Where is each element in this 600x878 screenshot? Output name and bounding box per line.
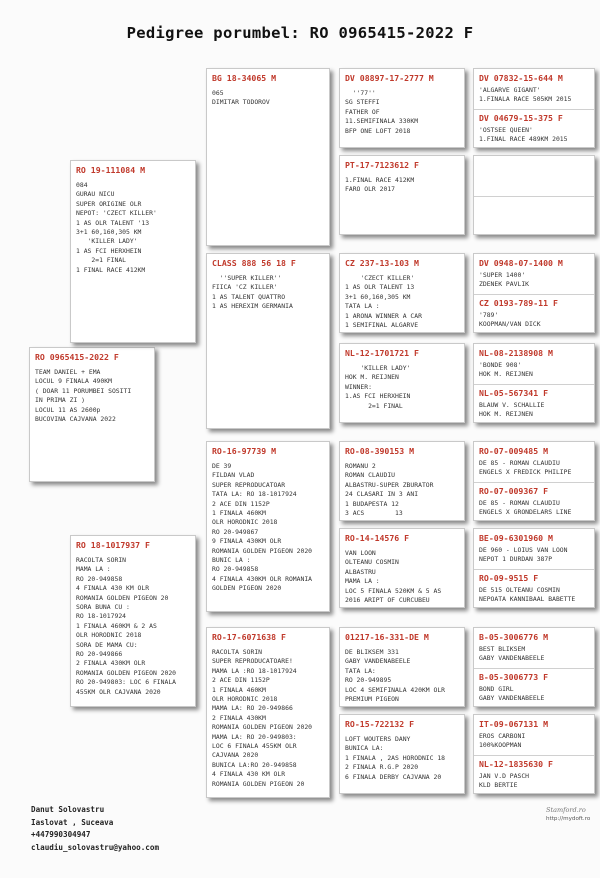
pedigree-line: '789' — [479, 311, 499, 319]
gg-grandsire — [479, 632, 589, 670]
pedigree-line: RO 20-949867 — [212, 527, 259, 536]
pedigree-line: WINNER: — [345, 382, 372, 391]
pedigree-line: RO 20-949858 — [76, 574, 123, 583]
divider — [474, 755, 594, 756]
pedigree-line: 065 — [212, 89, 224, 97]
pedigree-line: GOLDEN PIGEON 2020 — [212, 584, 282, 593]
pedigree-line: SG STEFFI — [345, 98, 380, 107]
gg-grandparents-card-4 — [473, 343, 595, 423]
dam-card — [70, 535, 196, 707]
gg-granddam — [479, 298, 590, 332]
pedigree-line: 3+1 60,160,305 KM — [345, 292, 411, 301]
pedigree-line: NEPOT: 'CZECT KILLER' — [76, 209, 157, 218]
pedigree-line: 1 AS HEREXIM GERMANIA — [212, 302, 293, 311]
great-grandparent-card-3 — [339, 253, 465, 333]
ring-number: RO 18-1017937 F — [76, 540, 150, 550]
pedigree-line: ENGELS X FREDICK PHILIPE — [479, 468, 572, 477]
ring-number: CZ 237-13-103 M — [345, 258, 419, 268]
breeder-location: Iaslovat , Suceava — [31, 817, 114, 827]
pedigree-line: ''77'' — [345, 89, 376, 97]
pedigree-line: MAMA LA :RO 18-1017924 — [212, 666, 297, 675]
ring-number: BG 18-34065 M — [212, 73, 277, 83]
pedigree-line: BUNIC LA : — [212, 556, 251, 565]
ring-number: RO-15-722132 F — [345, 719, 415, 729]
pedigree-line: RO 20-949858 — [212, 565, 259, 574]
ring-number: DV 04679-15-375 F — [479, 113, 563, 123]
gg-granddam — [479, 759, 590, 793]
pedigree-line: TATA LA: — [345, 666, 376, 675]
gg-grandsire — [479, 73, 589, 111]
pedigree-line: 2016 ARIPT OF CURCUBEU — [345, 596, 430, 605]
pedigree-line: LOCUL 9 FINALA 490KM — [35, 377, 112, 386]
pedigree-line: 1.AS FCI HERXHEIN — [345, 392, 411, 401]
pedigree-line: 2 ACE DIN 1152P — [212, 499, 270, 508]
pedigree-line: ROMANIA GOLDEN PIGEON 2020 — [212, 546, 313, 555]
ring-number: B-05-3006773 F — [479, 672, 549, 682]
ring-number: BE-09-6301960 M — [479, 533, 553, 543]
gg-grandparents-card-7 — [473, 627, 595, 707]
divider — [474, 482, 594, 483]
gg-granddam — [479, 388, 590, 422]
ring-number: NL-05-567341 F — [479, 388, 549, 398]
pedigree-line: 4 FINALA 430KM OLR ROMANIA — [212, 574, 313, 583]
pedigree-line: OLR HORODNIC 2018 — [76, 631, 142, 640]
pedigree-line: 1 AS OLR TALENT '13 — [76, 218, 150, 227]
great-grandparent-card-2 — [339, 155, 465, 235]
pedigree-line: 3+1 60,160,305 KM — [76, 228, 142, 237]
pedigree-line: BUCOVINA CAJVANA 2022 — [35, 415, 116, 424]
great-grandparent-card-1 — [339, 68, 465, 148]
pedigree-line: RACOLTA SORIN — [76, 556, 127, 564]
great-grandparent-card-8 — [339, 714, 465, 794]
pedigree-line: RO 20-949803: LOC 6 FINALA — [76, 678, 177, 687]
divider — [474, 196, 594, 197]
gg-grandsire — [479, 160, 589, 198]
pedigree-line: MAMA LA : — [345, 577, 380, 586]
pedigree-line: ROMAN CLAUDIU — [345, 471, 396, 480]
gg-granddam — [479, 113, 590, 147]
ring-number: DV 07832-15-644 M — [479, 73, 563, 83]
pedigree-line: ROMANU 2 — [345, 462, 376, 470]
great-grandparent-card-5 — [339, 441, 465, 521]
pedigree-line: OLR HORODNIC 2018 — [212, 518, 278, 527]
sire-card — [70, 160, 196, 343]
pedigree-line: 'KILLER LADY' — [345, 364, 411, 372]
ring-number: RO-08-390153 M — [345, 446, 415, 456]
breeder-contact — [31, 804, 159, 854]
ring-number: NL-12-1701721 F — [345, 348, 419, 358]
pedigree-line: MAMA LA : — [76, 565, 111, 574]
pedigree-line: HOK M. REIJNEN — [479, 370, 533, 379]
pedigree-line: BOND GIRL — [479, 685, 514, 693]
pedigree-line: BUNICA LA: — [345, 744, 384, 753]
pedigree-line: KLD BERTIE — [479, 781, 518, 790]
pedigree-line: 2=1 FINAL — [345, 401, 403, 410]
pedigree-line: 100%KOOPMAN — [479, 741, 522, 750]
pedigree-line: DE BLIKSEM 331 — [345, 648, 399, 656]
divider — [474, 109, 594, 110]
gg-grandsire — [479, 348, 589, 386]
ring-number: IT-09-067131 M — [479, 719, 549, 729]
pedigree-line: ROMANIA GOLDEN PIGEON 2020 — [76, 668, 177, 677]
pedigree-line: 1.FINAL RACE 412KM — [345, 176, 415, 184]
pedigree-line: DE 960 - LOIUS VAN LOON — [479, 546, 568, 554]
ring-number: RO 19-111084 M — [76, 165, 146, 175]
gg-granddam — [479, 672, 590, 706]
divider — [474, 569, 594, 570]
pedigree-line: RO 20-949895 — [345, 676, 392, 685]
pedigree-line: 1 AS OLR TALENT 13 — [345, 283, 415, 292]
ring-number: RO-07-009367 F — [479, 486, 549, 496]
pedigree-line: SUPER REPRODUCATOAR — [212, 480, 286, 489]
pedigree-line: 1 FINAL RACE 412KM — [76, 265, 146, 274]
gg-granddam — [479, 200, 590, 234]
granddam-1-card — [206, 253, 330, 429]
ring-number: NL-12-1835630 F — [479, 759, 553, 769]
pedigree-line: NEPOATA KANNIBAAL BABETTE — [479, 595, 576, 604]
pedigree-line: BEST BLIKSEM — [479, 645, 526, 653]
pedigree-line: 1 ARONA WINNER A CAR — [345, 311, 422, 320]
gg-grandparents-card-5 — [473, 441, 595, 521]
pedigree-line: 1 FINALA , 2AS HORODNIC 18 — [345, 753, 446, 762]
pedigree-line: GABY VANDENABEELE — [345, 657, 411, 666]
grandsire-1-card — [206, 68, 330, 246]
ring-number: RO-14-14576 F — [345, 533, 410, 543]
gg-grandsire — [479, 719, 589, 757]
pedigree-line: ALBASTRU — [345, 567, 376, 576]
gg-grandparents-card-6 — [473, 528, 595, 608]
pedigree-line: 1.FINALA RACE 505KM 2015 — [479, 95, 572, 104]
pedigree-line: DIMITAR TODOROV — [212, 98, 270, 107]
pedigree-line: ''SUPER KILLER'' — [212, 274, 282, 282]
pedigree-line: 4 FINALA 430 KM OLR — [76, 584, 150, 593]
ring-number: 01217-16-331-DE M — [345, 632, 429, 642]
gg-grandsire — [479, 258, 589, 296]
pedigree-line: 'KILLER LADY' — [76, 237, 138, 246]
pedigree-line: IN PRIMA ZI ) — [35, 396, 86, 405]
pedigree-line: RO 18-1017924 — [76, 612, 127, 621]
pedigree-line: DE 85 - ROMAN CLAUDIU — [479, 459, 560, 467]
pedigree-line: GURAU NICU — [76, 190, 115, 199]
pedigree-line: KOOPMAN/VAN DICK — [479, 320, 541, 329]
pedigree-line: ( DOAR 11 PORUMBEI SOSITI — [35, 386, 132, 395]
pedigree-line: 1 AS TALENT QUATTRO — [212, 292, 286, 301]
breeder-email[interactable]: claudiu_solovastru@yahoo.com — [31, 842, 160, 852]
pedigree-line: NEPOT 1 DURDAN 387P — [479, 555, 553, 564]
pedigree-line: 1.FINAL RACE 489KM 2015 — [479, 135, 568, 144]
ring-number: B-05-3006776 M — [479, 632, 549, 642]
pedigree-line: CAJVANA 2020 — [212, 751, 259, 760]
ring-number: DV 0948-07-1400 M — [479, 258, 563, 268]
pedigree-line: VAN LOON — [345, 549, 376, 557]
pedigree-line: FARO OLR 2017 — [345, 185, 396, 194]
pedigree-line: FIICA 'CZ KILLER' — [212, 283, 278, 292]
pedigree-line: FATHER OF — [345, 107, 380, 116]
pedigree-line: EROS CARBONI — [479, 732, 526, 740]
pedigree-line: LOC 4 SEMIFINALA 420KM OLR — [345, 685, 446, 694]
pedigree-line: TATA LA : — [345, 302, 380, 311]
pedigree-line: SUPER REPRODUCATOARE! — [212, 657, 293, 666]
divider — [474, 294, 594, 295]
pedigree-line: DE 515 OLTEANU COSMIN — [479, 586, 560, 594]
pedigree-line: 11.SEMIFINALA 330KM — [345, 117, 419, 126]
gg-grandparents-card-8 — [473, 714, 595, 794]
ring-number: RO-17-6071638 F — [212, 632, 286, 642]
pedigree-line: SUPER ORIGINE OLR — [76, 199, 142, 208]
pedigree-line: LOC 5 FINALA 520KM & 5 AS — [345, 586, 442, 595]
pedigree-line: GABY VANDENABEELE — [479, 654, 545, 663]
pedigree-line: HOK M. REIJNEN — [479, 410, 533, 419]
ring-number: RO-09-9515 F — [479, 573, 539, 583]
pedigree-line: 1 AS FCI HERXHEIN — [76, 246, 142, 255]
pedigree-line: 'BONDE 908' — [479, 361, 522, 369]
pedigree-line: 'SUPER 1400' — [479, 271, 526, 279]
site-url[interactable]: http://mydoft.ro — [546, 816, 591, 822]
ring-number: CLASS 888 56 18 F — [212, 258, 296, 268]
pedigree-line: 2 FINALA 430KM OLR — [76, 659, 146, 668]
ring-number: RO-07-009485 M — [479, 446, 549, 456]
pedigree-line: GABY VANDENABEELE — [479, 694, 545, 703]
pedigree-line: ALBASTRU-SUPER ZBURATOR — [345, 480, 434, 489]
great-grandparent-card-7 — [339, 627, 465, 707]
breeder-name: Danut Solovastru — [31, 805, 105, 814]
pedigree-line: BFP ONE LOFT 2018 — [345, 126, 411, 135]
pedigree-line: LOCUL 11 AS 2600p — [35, 405, 101, 414]
pedigree-line: ROMANIA GOLDEN PIGEON 20 — [212, 779, 305, 788]
ring-number: DV 08897-17-2777 M — [345, 73, 434, 83]
ring-number: NL-08-2138908 M — [479, 348, 553, 358]
pedigree-line: 2 FINALA R.G.P 2020 — [345, 763, 419, 772]
pedigree-line: 1 FINALA 460KM — [212, 685, 266, 694]
main-pigeon-card — [29, 347, 155, 482]
gg-grandparents-card-1 — [473, 68, 595, 148]
pedigree-line: JAN V.D PASCH — [479, 772, 530, 780]
pedigree-line: 084 — [76, 181, 88, 189]
pedigree-line: ZDENEK PAVLIK — [479, 280, 530, 289]
pedigree-line: RACOLTA SORIN — [212, 648, 263, 656]
pedigree-line: OLR HORODNIC 2018 — [212, 695, 278, 704]
ring-number: CZ 0193-789-11 F — [479, 298, 558, 308]
pedigree-line: 9 FINALA 430KM OLR — [212, 537, 282, 546]
pedigree-line: 1 SEMIFINAL ALGARVE — [345, 321, 419, 330]
ring-number: PT-17-7123612 F — [345, 160, 419, 170]
pedigree-line: 6 FINALA DERBY CAJVANA 20 — [345, 772, 442, 781]
great-grandparent-card-4 — [339, 343, 465, 423]
signature-logo: Stamford.ro — [546, 806, 586, 814]
pedigree-line: MAMA LA: RO 20-949866 — [212, 704, 293, 713]
pedigree-line: 2=1 FINAL — [76, 256, 127, 265]
pedigree-line: SORA BUNA CU : — [76, 603, 130, 612]
pedigree-line: 455KM OLR CAJVANA 2020 — [76, 687, 161, 696]
great-grandparent-card-6 — [339, 528, 465, 608]
ring-number: RO 0965415-2022 F — [35, 352, 119, 362]
gg-grandparents-card-2 — [473, 155, 595, 235]
pedigree-line: PREMIUM PIGEON — [345, 695, 399, 704]
pedigree-line: 'ALGARVE GIGANT' — [479, 86, 541, 94]
pedigree-line: ROMANIA GOLDEN PIGEON 20 — [76, 593, 169, 602]
granddam-2-card — [206, 627, 330, 798]
gg-granddam — [479, 486, 590, 520]
pedigree-line: MAMA LA: RO 20-949803: — [212, 732, 297, 741]
pedigree-line: DE 85 - ROMAN CLAUDIU — [479, 499, 560, 507]
pedigree-line: TEAM DANIEL + EMA — [35, 368, 101, 376]
pedigree-line: LOFT WOUTERS DANY — [345, 735, 411, 743]
pedigree-line: ROMANIA GOLDEN PIGEON 2020 — [212, 723, 313, 732]
gg-grandsire — [479, 446, 589, 484]
pedigree-line: FILDAN VLAD — [212, 471, 255, 480]
gg-grandsire — [479, 533, 589, 571]
pedigree-line: BLAUW V. SCHALLIE — [479, 401, 545, 409]
gg-grandparents-card-3 — [473, 253, 595, 333]
pedigree-line: 'OSTSEE QUEEN' — [479, 126, 533, 134]
pedigree-line: DE 39 — [212, 462, 232, 470]
pedigree-line: SORA DE MAMA CU: — [76, 640, 138, 649]
breeder-phone: +447990304947 — [31, 830, 91, 839]
pedigree-line: 1 FINALA 460KM — [212, 509, 266, 518]
pedigree-line: RO 20-949866 — [76, 650, 123, 659]
pedigree-line: 3 ACS 13 — [345, 509, 403, 518]
pedigree-line: LOC 6 FINALA 455KM OLR — [212, 742, 297, 751]
divider — [474, 384, 594, 385]
pedigree-line: 1 BUDAPESTA 12 — [345, 499, 399, 508]
pedigree-line: 4 FINALA 430 KM OLR — [212, 770, 286, 779]
page-title: Pedigree porumbel: RO 0965415-2022 F — [126, 24, 474, 42]
pedigree-line: 1 FINALA 460KM & 2 AS — [76, 621, 157, 630]
pedigree-line: 24 CLASARI IN 3 ANI — [345, 490, 419, 499]
gg-granddam — [479, 573, 590, 607]
pedigree-line: OLTEANU COSMIN — [345, 558, 399, 567]
divider — [474, 668, 594, 669]
pedigree-line: ENGELS X GRONDELARS LINE — [479, 508, 572, 517]
grandsire-2-card — [206, 441, 330, 612]
ring-number: RO-16-97739 M — [212, 446, 277, 456]
pedigree-line: BUNICA LA:RO 20-949858 — [212, 760, 297, 769]
pedigree-line: HOK M. REIJNEN — [345, 373, 399, 382]
pedigree-line: TATA LA: RO 18-1017924 — [212, 490, 297, 499]
pedigree-line: 2 FINALA 430KM — [212, 713, 266, 722]
pedigree-line: 'CZECT KILLER' — [345, 274, 415, 282]
pedigree-line: 2 ACE DIN 1152P — [212, 676, 270, 685]
